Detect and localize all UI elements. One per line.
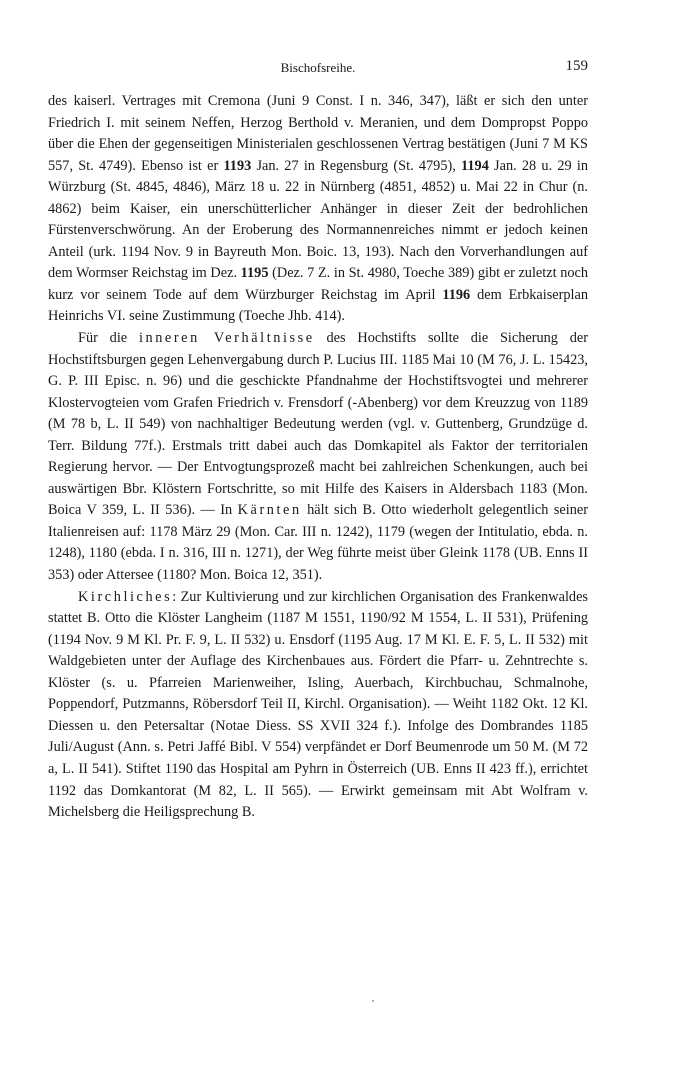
text-run: des kaiserl. Vertrages mit Cremona (Juni 9 Const. I n. 346, 347), läßt er sich den unter Friedrich I. mit seinem Neffen, Herzog Berthold v. Meranien, und dem Dompropst Poppo über die Ehen der gegenseitigen Ministerialen geschlossenen Vertrag bestätigen (Juni 7 M KS 557, St. 4749). Ebenso ist er: [48, 93, 588, 174]
paragraph: [48, 328, 588, 587]
running-title: Bischofsreihe.: [280, 60, 356, 75]
year-emphasis: 1196: [442, 286, 471, 303]
text-run: hält sich B. Otto wiederholt gelegentlich seiner Italienreisen auf: 1178 März 29 (Mon. Car. III n. 1242), 1179 (wegen der Intitulatio, ebda. n. 1248), 1180 (ebda. I n. 316, III n. 1271), der Weg führte meist über Gleink 1178 (UB. Enns II 353) oder Attersee (1180? Mon. Boica 12, 351).: [48, 502, 589, 584]
text-run: (Dez. 7 Z. in St. 4980, Toeche 389) gibt er zuletzt noch kurz vor seinem Tode auf dem Würzburger Reichstag im April: [48, 265, 588, 303]
paragraph: [48, 587, 588, 824]
year-emphasis: 1195: [240, 265, 269, 282]
text-run: des Hochstifts sollte die Sicherung der Hochstiftsburgen gegen Lehenvergabung durch P. Lucius III. 1185 Mai 10 (M 76, J. L. 15423, G. P. III Episc. n. 96) und die geschickte Pfandnahme der Hochstiftsvogtei und mehrerer Klostervogteien vom Grafen Friedrich v. Frensdorf (-Abenberg) vor dem Kreuzzug von 1189 (M 78 b, L. II 549) von nachhaltiger Bedeutung werden (vgl. v. Guttenberg, Grundzüge d. Terr. Bildung 77f.). Erstmals tritt dabei auch das Domkapitel als Faktor der territorialen Regierung hervor. — Der Entvogtungsprozeß macht bei zahlreichen Schenkungen, auch bei auswärtigen Bbr. Klöstern Fortschritte, so mit Hilfe des Kaisers in Aldersbach 1183 (Mon. Boica V 359, L. II 536). — In: [48, 330, 588, 519]
text-run: Jan. 27 in Regensburg (St. 4795),: [251, 157, 462, 174]
text-run: dem Erbkaiserplan Heinrichs VI. seine Zustimmung (Toeche Jhb. 414).: [48, 286, 588, 325]
running-header: [48, 58, 588, 82]
book-page: [48, 58, 588, 824]
body-text: [48, 91, 588, 824]
text-run: Jan. 28 u. 29 in Würzburg (St. 4845, 4846), März 18 u. 22 in Nürnberg (4851, 4852) u. Mai 22 in Chur (n. 4862) beim Kaiser, ein unerschütterlicher Anhänger in dieser Zeit der bedrohlichen Fürstenverschwörung. An der Eroberung des Normannenreiches nimmt er jedoch keinen Anteil (urk. 1194 Nov. 9 in Bayreuth Mon. Boic. 13, 193). Nach den Vorverhandlungen auf dem Wormser Reichstag im Dez.: [48, 157, 588, 282]
page-number: 159: [565, 58, 588, 74]
paragraph: [48, 91, 588, 328]
footer-dot: [372, 1000, 374, 1002]
text-run: Für die: [78, 330, 139, 347]
section-keyword: inneren Verhältnisse: [138, 330, 315, 347]
section-keyword: Kirchliches: [78, 588, 173, 605]
year-emphasis: 1193: [223, 157, 252, 174]
section-keyword: Kärnten: [237, 502, 302, 519]
year-emphasis: 1194: [461, 157, 489, 174]
text-run: : Zur Kultivierung und zur kirchlichen Organisation des Frankenwaldes stattet B. Otto die Klöster Langheim (1187 M 1551, 1190/92 M 1554, L. II 531), Prüfening (1194 Nov. 9 M Kl. Pr. F. 9, L. II 532) u. Ensdorf (1195 Aug. 17 M Kl. E. F. 5, L. II 532) mit Waldgebieten unter der Auflage des Kirchenbaues aus. Fördert die Pfarr- u. Zehntrechte s. Klöster (s. u. Pfarreien Marienweiher, Isling, Auerbach, Kirchbuchau, Schmalnohe, Poppendorf, Putzmanns, Röbersdorf Teil II, Kirchl. Organisation). — Weiht 1182 Okt. 12 Kl. Diessen u. den Petersaltar (Notae Diess. SS XVII 324 f.). Infolge des Dombrandes 1185 Juli/August (Ann. s. Petri Jaffé Bibl. V 554) verpfändet er Dorf Beumenrode um 50 M. (M 72 a, L. II 541). Stiftet 1190 das Hospital am Pyhrn in Österreich (UB. Enns II 423 ff.), errichtet 1192 das Domkantorat (M 82, L. II 565). — Erwirkt gemeinsam mit Abt Wolfram v. Michelsberg die Heiligsprechung B.: [48, 588, 588, 821]
